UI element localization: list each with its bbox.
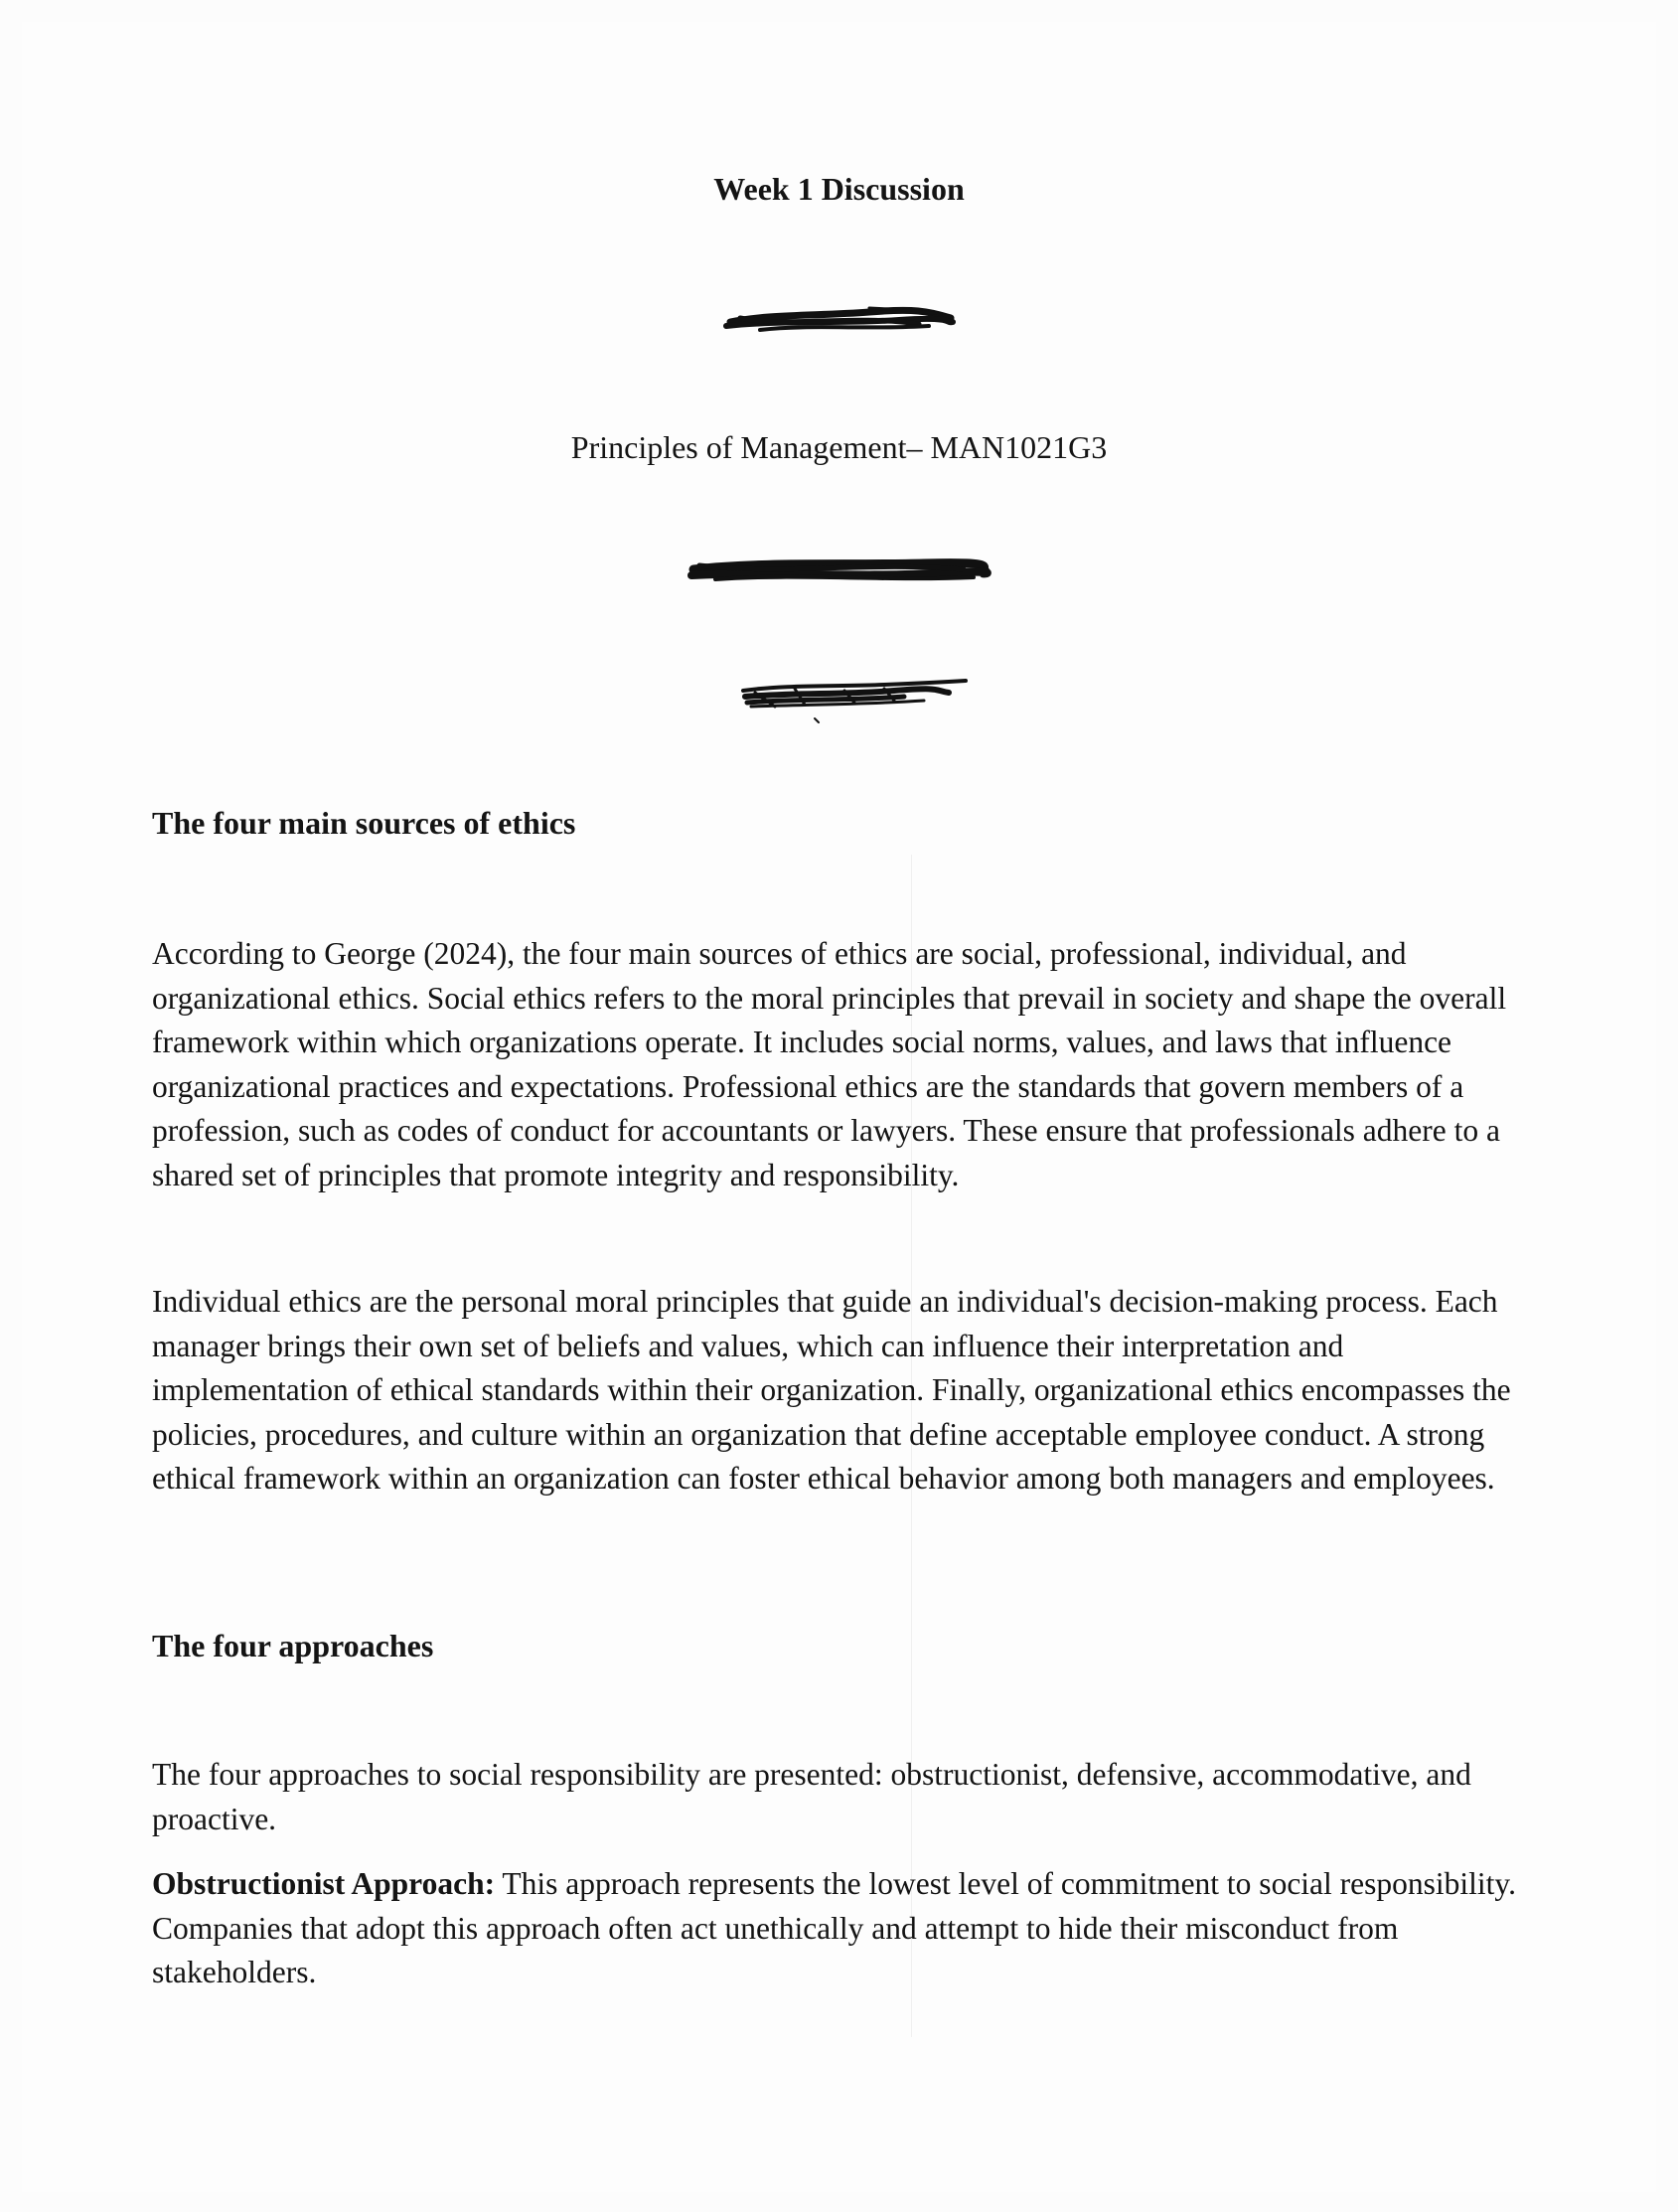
redaction-mark-instructor [686,552,993,591]
redaction-mark-name [720,298,959,346]
section-heading-approaches: The four approaches [152,1628,434,1663]
scan-artifact-line [911,855,912,2037]
paragraph-sources-1: According to George (2024), the four main sources of ethics are social, professional, individual, and organizational ethics. Social ethics refers to the moral principles that prevail in society and shape the overall framework within which organizations operate. It includes social norms, values, and laws that influence organizational practices and expectations. Professional ethics are the standards that govern members of a profession, such as codes of conduct for accountants or lawyers. These ensure that professionals adhere to a shared set of principles that promote integrity and responsibility. [152,936,1507,1192]
paragraph-sources-2: Individual ethics are the personal moral principles that guide an individual's decision-making process. Each manager brings their own set of beliefs and values, which can influence their interpretation and implementation of ethical standards within their organization. Finally, organizational ethics encompasses the policies, procedures, and culture within an organization that define acceptable employee conduct. A strong ethical framework within an organization can foster ethical behavior among both managers and employees. [152,1284,1511,1496]
obstructionist-text: This approach represents the lowest level of commitment to social responsibility. Companies that adopt this approach often act unethically and attempt to hide their misconduct from stakeholders. [152,1866,1516,1989]
paragraph-approaches-intro: The four approaches to social responsibility are presented: obstructionist, defensive, accommodative, and proactive. [152,1757,1471,1836]
redaction-mark-date [735,671,974,740]
obstructionist-label: Obstructionist Approach: [152,1866,496,1901]
paragraph-obstructionist [152,1862,1523,1995]
section-heading-sources: The four main sources of ethics [152,805,576,841]
document-title: Week 1 Discussion [713,171,965,207]
course-name: Principles of Management– MAN1021G3 [570,429,1108,465]
